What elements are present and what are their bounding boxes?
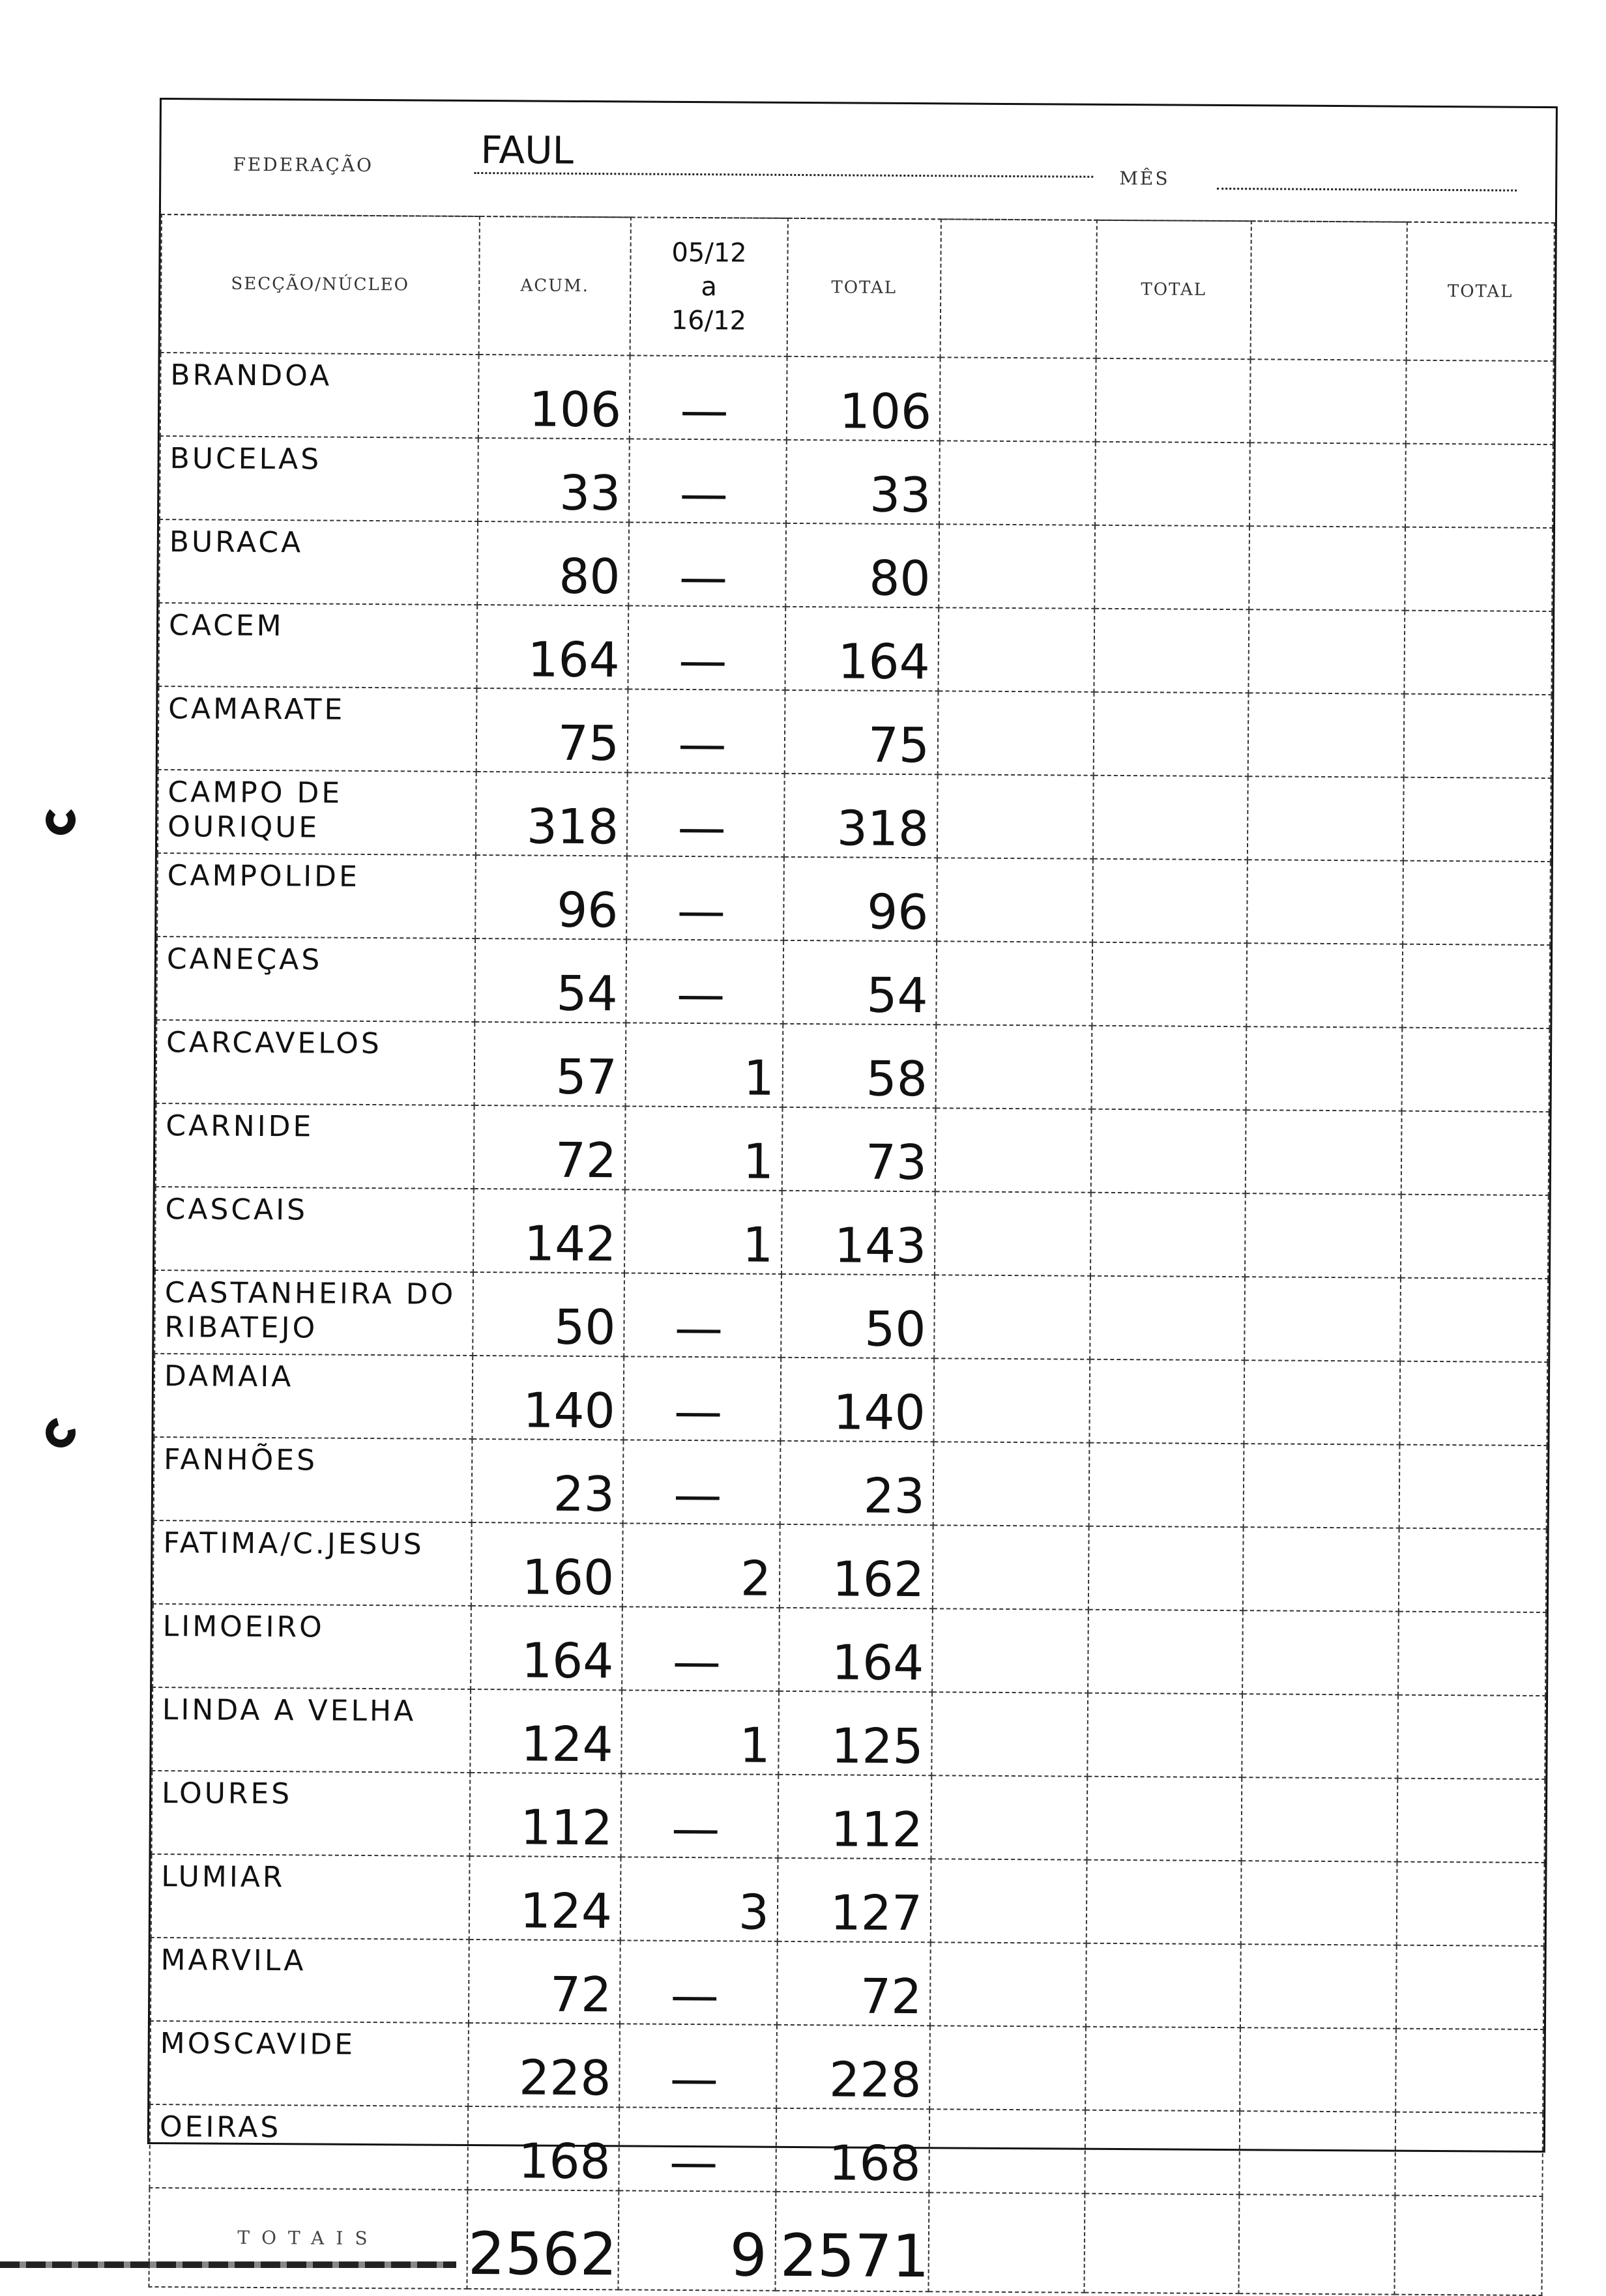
empty-cell <box>938 691 1094 775</box>
empty-cell <box>1247 860 1403 944</box>
table-row <box>149 2104 1543 2196</box>
total-value: 72 <box>777 1941 931 2026</box>
empty-cell <box>1092 859 1248 943</box>
acum-value: 50 <box>473 1272 624 1356</box>
empty-cell <box>1402 1028 1550 1112</box>
empty-cell <box>939 524 1095 608</box>
section-name: LINDA A VELHA <box>152 1687 471 1773</box>
totals-total: 2571 <box>775 2192 929 2291</box>
acum-value: 80 <box>477 521 629 605</box>
empty-cell <box>932 1608 1088 1693</box>
empty-cell <box>1399 1445 1547 1529</box>
empty-cell <box>1089 1359 1244 1444</box>
week-value: — <box>621 1773 779 1857</box>
week-value: — <box>619 2024 777 2108</box>
empty-cell <box>1094 609 1249 693</box>
empty-cell <box>1404 694 1552 778</box>
total-value: 168 <box>776 2108 929 2192</box>
week-value: — <box>619 2107 776 2191</box>
empty-cell <box>1394 2196 1542 2295</box>
total-value: 228 <box>776 2025 930 2109</box>
empty-cell <box>1250 359 1407 443</box>
total-value: 162 <box>780 1524 933 1608</box>
week-value: — <box>626 939 783 1023</box>
week-value: 1 <box>624 1189 782 1273</box>
federacao-label: FEDERAÇÃO <box>233 153 374 177</box>
punch-hole <box>46 805 76 835</box>
acum-value: 112 <box>470 1773 622 1857</box>
empty-cell <box>1249 526 1405 610</box>
section-name: CAMPOLIDE <box>157 853 476 938</box>
table-row <box>158 770 1551 862</box>
table-row <box>153 1520 1547 1612</box>
total-value: 125 <box>778 1691 932 1775</box>
empty-cell <box>1404 611 1552 695</box>
col-acum: ACUM. <box>479 216 631 355</box>
total-value: 75 <box>785 690 939 774</box>
total-value: 54 <box>783 940 937 1024</box>
table-row <box>156 1103 1549 1195</box>
empty-cell <box>933 1358 1090 1442</box>
section-name: CARNIDE <box>156 1103 474 1189</box>
form-sheet <box>147 98 1558 2291</box>
empty-cell <box>1243 1527 1399 1611</box>
empty-cell <box>1240 2027 1396 2112</box>
week-value: — <box>620 1940 778 2024</box>
empty-cell <box>1085 2110 1240 2194</box>
empty-cell <box>1095 442 1250 526</box>
week-value: 1 <box>626 1023 783 1107</box>
section-name: CASTANHEIRA DO RIBATEJO <box>154 1270 473 1356</box>
federation-row <box>161 100 1556 224</box>
empty-cell <box>931 1775 1088 1859</box>
table-row <box>152 1771 1545 1863</box>
punch-hole <box>40 1412 81 1453</box>
empty-cell <box>928 2192 1085 2292</box>
table-row <box>151 1854 1545 1946</box>
week-value: 1 <box>621 1690 779 1774</box>
empty-cell <box>1084 2194 1239 2293</box>
section-name: CAMARATE <box>158 686 477 772</box>
acum-value: 96 <box>475 855 627 939</box>
empty-cell <box>1090 1276 1245 1360</box>
empty-cell <box>1087 1860 1242 1944</box>
total-value: 33 <box>786 440 940 524</box>
total-value: 58 <box>783 1024 937 1108</box>
acum-value: 75 <box>476 688 628 772</box>
empty-cell <box>1246 943 1403 1027</box>
empty-cell <box>934 1275 1090 1359</box>
empty-cell <box>1403 861 1551 945</box>
week-value: — <box>623 1356 781 1440</box>
table-row <box>155 1187 1549 1279</box>
acum-value: 23 <box>472 1439 624 1523</box>
header-row <box>161 214 1555 361</box>
empty-cell <box>1244 1360 1400 1444</box>
empty-cell <box>1403 777 1551 862</box>
empty-cell <box>940 357 1096 441</box>
acum-value: 164 <box>471 1606 622 1690</box>
week-value: — <box>630 355 787 439</box>
empty-cell <box>1238 2194 1395 2294</box>
empty-cell <box>933 1525 1089 1609</box>
total-value: 23 <box>780 1441 934 1525</box>
empty-cell <box>1088 1610 1243 1694</box>
acum-value: 160 <box>471 1522 623 1606</box>
empty-cell <box>1399 1361 1547 1446</box>
total-value: 318 <box>784 774 938 858</box>
empty-cell <box>1397 1779 1545 1863</box>
empty-cell <box>1248 609 1405 693</box>
week-from: 05/12 <box>671 237 747 269</box>
empty-cell <box>1090 1193 1246 1277</box>
week-value: — <box>628 689 785 773</box>
empty-cell <box>1244 1277 1401 1361</box>
empty-cell <box>1395 2112 1543 2196</box>
section-name: CARCAVELOS <box>156 1020 475 1105</box>
total-value: 106 <box>787 356 941 441</box>
empty-cell <box>1246 1110 1402 1194</box>
empty-cell <box>1402 944 1550 1028</box>
total-value: 140 <box>780 1358 934 1442</box>
empty-cell <box>1088 1526 1244 1610</box>
table-row <box>152 1687 1545 1779</box>
acum-value: 168 <box>467 2106 619 2190</box>
empty-cell <box>1086 1943 1241 2027</box>
acum-value: 142 <box>473 1189 625 1273</box>
section-name: FANHÕES <box>154 1437 473 1522</box>
totals-week: 9 <box>618 2190 776 2290</box>
empty-cell <box>1400 1278 1548 1362</box>
empty-cell <box>1092 1026 1247 1110</box>
week-sep: a <box>701 272 718 302</box>
empty-cell <box>939 441 1096 525</box>
empty-cell <box>1249 443 1406 527</box>
col-seccao: SECÇÃO/NÚCLEO <box>161 214 480 355</box>
table-row <box>150 2021 1543 2113</box>
total-value: 50 <box>781 1274 935 1358</box>
table-row <box>154 1270 1548 1362</box>
section-name: MOSCAVIDE <box>150 2021 469 2106</box>
mes-label: MÊS <box>1119 167 1170 190</box>
empty-cell <box>931 1692 1088 1776</box>
table-row <box>157 853 1551 945</box>
total-value: 112 <box>778 1775 932 1859</box>
empty-cell <box>1397 1862 1545 1946</box>
week-value: — <box>622 1606 780 1691</box>
empty-cell <box>1085 2027 1240 2111</box>
acum-value: 57 <box>474 1022 626 1106</box>
col-total: TOTAL <box>787 218 941 357</box>
empty-cell <box>1093 776 1248 860</box>
col-blank <box>1251 221 1407 360</box>
table-row <box>153 1604 1546 1696</box>
acum-value: 106 <box>478 355 630 439</box>
table-row <box>156 937 1550 1028</box>
week-value: — <box>626 856 784 940</box>
empty-cell <box>1246 1026 1403 1111</box>
acum-value: 124 <box>470 1689 622 1773</box>
empty-cell <box>936 1024 1092 1109</box>
empty-cell <box>935 1108 1092 1192</box>
empty-cell <box>1248 776 1404 860</box>
section-name: CASCAIS <box>155 1187 474 1272</box>
empty-cell <box>1406 360 1554 444</box>
empty-cell <box>1096 358 1251 443</box>
section-name: BUCELAS <box>160 436 478 521</box>
empty-cell <box>937 774 1094 858</box>
table-row <box>154 1354 1547 1446</box>
section-name: MARVILA <box>151 1938 469 2023</box>
empty-cell <box>1241 1861 1397 1945</box>
total-value: 73 <box>782 1107 936 1191</box>
empty-cell <box>1397 1695 1545 1779</box>
section-name: LIMOEIRO <box>153 1604 471 1689</box>
week-value: — <box>627 772 785 856</box>
empty-cell <box>1401 1111 1549 1195</box>
section-name: OEIRAS <box>149 2104 468 2190</box>
empty-cell <box>1092 942 1247 1026</box>
week-value: 1 <box>625 1106 783 1190</box>
empty-cell <box>1395 2029 1543 2113</box>
acum-value: 228 <box>468 2023 620 2107</box>
acum-value: 72 <box>474 1105 626 1189</box>
empty-cell <box>1094 525 1249 609</box>
totals-label: TOTAIS <box>149 2188 467 2289</box>
week-value: — <box>624 1273 781 1357</box>
table-row <box>160 436 1553 528</box>
empty-cell <box>1242 1694 1398 1778</box>
table-row <box>158 686 1552 778</box>
empty-cell <box>1248 693 1405 777</box>
week-value: — <box>623 1440 781 1524</box>
table-row <box>160 353 1554 444</box>
empty-cell <box>1240 1944 1397 2028</box>
section-name: CANEÇAS <box>156 937 475 1022</box>
section-name: DAMAIA <box>154 1354 473 1439</box>
totals-row <box>149 2188 1542 2295</box>
federacao-value: FAUL <box>474 128 1093 178</box>
col-total-2: TOTAL <box>1096 220 1251 359</box>
empty-cell <box>1401 1195 1549 1279</box>
empty-cell <box>931 1859 1087 1943</box>
empty-cell <box>1245 1193 1401 1277</box>
total-value: 80 <box>785 523 939 607</box>
tally-table <box>148 214 1555 2296</box>
empty-cell <box>1087 1777 1242 1861</box>
section-name: BURACA <box>159 519 478 605</box>
acum-value: 54 <box>474 938 626 1023</box>
acum-value: 140 <box>472 1356 624 1440</box>
empty-cell <box>1405 444 1553 528</box>
acum-value: 124 <box>469 1856 621 1940</box>
empty-cell <box>933 1442 1090 1526</box>
empty-cell <box>1399 1528 1547 1612</box>
empty-cell <box>1239 2111 1395 2195</box>
week-value: 3 <box>620 1857 778 1941</box>
table-row <box>158 603 1552 695</box>
total-value: 164 <box>779 1608 933 1692</box>
empty-cell <box>1398 1612 1546 1696</box>
total-value: 127 <box>778 1858 931 1942</box>
empty-cell <box>1242 1777 1398 1861</box>
empty-cell <box>930 1942 1087 2026</box>
empty-cell <box>937 858 1093 942</box>
empty-cell <box>929 2109 1085 2193</box>
empty-cell <box>1091 1109 1246 1193</box>
empty-cell <box>935 1191 1091 1275</box>
week-value: — <box>628 522 786 606</box>
totals-acum: 2562 <box>467 2190 619 2289</box>
week-value: — <box>628 605 785 690</box>
table-row <box>151 1938 1544 2029</box>
acum-value: 72 <box>469 1940 620 2024</box>
total-value: 164 <box>785 607 939 691</box>
empty-cell <box>1405 527 1553 611</box>
empty-cell <box>1242 1610 1399 1694</box>
empty-cell <box>936 941 1092 1025</box>
week-value: 2 <box>622 1523 780 1607</box>
acum-value: 33 <box>478 438 630 522</box>
total-value: 143 <box>781 1191 935 1275</box>
empty-cell <box>1244 1444 1400 1528</box>
empty-cell <box>929 2026 1086 2110</box>
empty-cell <box>1087 1693 1242 1777</box>
col-week <box>630 217 788 356</box>
acum-value: 164 <box>476 605 628 689</box>
empty-cell <box>1396 1945 1544 2029</box>
section-name: FATIMA/C.JESUS <box>153 1520 472 1606</box>
mes-field <box>1217 188 1517 192</box>
acum-value: 318 <box>476 772 628 856</box>
table-row <box>159 519 1553 611</box>
section-name: LOURES <box>152 1771 471 1856</box>
total-value: 96 <box>783 857 937 941</box>
week-to: 16/12 <box>671 305 747 336</box>
week-value: — <box>629 439 787 523</box>
col-total-3: TOTAL <box>1407 222 1555 361</box>
empty-cell <box>938 607 1094 691</box>
section-name: CAMPO DE OURIQUE <box>158 770 476 855</box>
empty-cell <box>1094 692 1249 776</box>
section-name: BRANDOA <box>160 353 479 438</box>
table-row <box>154 1437 1547 1529</box>
table-row <box>156 1020 1550 1112</box>
section-name: CACEM <box>158 603 477 688</box>
col-blank <box>941 219 1097 358</box>
section-name: LUMIAR <box>151 1854 470 1940</box>
empty-cell <box>1089 1443 1244 1527</box>
